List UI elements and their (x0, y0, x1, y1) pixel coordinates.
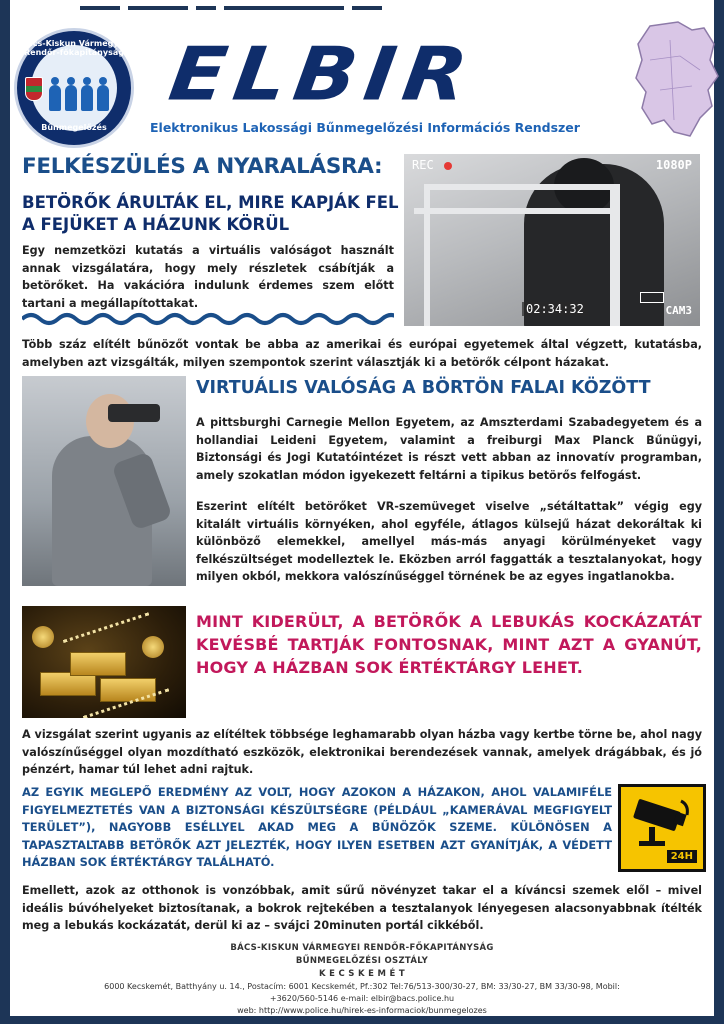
section-2-title: VIRTUÁLIS VALÓSÁG A BÖRTÖN FALAI KÖZÖTT (196, 378, 651, 398)
footer-city: K E C S K E M É T (319, 969, 405, 979)
timecode-label: 02:34:32 (522, 302, 588, 316)
police-logo (14, 28, 134, 148)
paragraph-3: Eszerint elítélt betörőket VR-szemüveget viselve „sétáltattak” végig egy kitalált virtuális környéken, ahol egyféle, átlagos külsejű házat dekoráltak ki különböző elemekkel, amellyel más-más anyagi körülményeket vagy felkészültséget modelleztek le. Eközben arról faggatták a tesztalanyokat, hogy milyen okból, mekkora valószínűséggel törnének be az egyes ingatlanokba. (196, 500, 702, 583)
right-frame-bar (714, 0, 724, 1024)
footer-address: 6000 Kecskemét, Batthyány u. 14., Postacím: 6001 Kecskemét, Pf.:302 Tel:76/513-300/30-27, BM: 33/30-27, BM 33/30-98, Mobil: (104, 982, 620, 991)
brand-wordmark: ELBIR (164, 31, 481, 118)
rec-dot-icon (444, 162, 452, 170)
cctv-warning-sign (618, 784, 706, 872)
resolution-label: 1080P (655, 158, 692, 172)
footer-web-link[interactable]: web: http://www.police.hu/hirek-es-informaciok/bunmegelozes (237, 1006, 487, 1015)
cctv-burglar-photo (404, 154, 700, 326)
article-intro: Egy nemzetközi kutatás a virtuális valóságot használt annak vizsgálatára, hogy mely részletek csábítják a betörőket. Ha vakációra indulunk érdemes szem előtt tartani a megállapítottakat. (22, 244, 394, 310)
logo-bottom-text: Bűnmegelőzés (41, 123, 107, 132)
paragraph-5: Emellett, azok az otthonok is vonzóbbak, amit sűrű növényzet takar el a kíváncsi szemek elől – mivel ideális búvóhelyeket biztosítanak, a bokrok rejtekében a tesztalanyok lényegesen alacsonyabbnak ítélték meg a lebukás kockázatát, derül ki az – svájci 20minuten portál cikkéből. (22, 884, 702, 932)
vr-headset-photo (22, 376, 186, 586)
left-frame-bar (0, 0, 10, 1024)
callout-text: AZ EGYIK MEGLEPŐ EREDMÉNY AZ VOLT, HOGY AZOKON A HÁZAKON, AHOL VALAMIFÉLE FIGYELMEZTETÉS VAN A BIZTONSÁGI KÉSZÜLTSÉGRE (PÉLDÁUL „KAMERÁVAL MEGFIGYELT TERÜLET”), NAGYOBB ESÉLLYEL AKAD MEG A BŰNÖZŐK SZEME. KÜLÖNÖSEN A TAPASZTALTABB BETÖRŐK AZT JELEZTÉK, HOGY ILYEN ESETBEN AZT GYANÍTJÁK, A VÉDETT HÁZBAN SOK ÉRTÉKTÁRGY TALÁLHATÓ. (22, 785, 612, 869)
people-figures-icon (49, 77, 109, 111)
jewelry-photo (22, 606, 186, 718)
county-map-icon (630, 20, 720, 138)
bottom-frame-bar (0, 1016, 724, 1024)
footer-dept: BŰNMEGELŐZÉSI OSZTÁLY (295, 956, 429, 966)
rec-label: REC (412, 158, 434, 172)
battery-icon (640, 292, 664, 303)
highlight-heading: MINT KIDERÜLT, A BETÖRŐK A LEBUKÁS KOCKÁZATÁT KEVÉSBÉ TARTJÁK FONTOSNAK, MINT AZT A GYANÚT, HOGY A HÁZBAN SOK ÉRTÉKTÁRGY LEHET. (196, 612, 702, 677)
paragraph-1: Több száz elítélt bűnözőt vontak be abba az amerikai és európai egyetemek által végzett, kutatásba, amelyben azt vizsgálták, milyen szempontok szerint választják ki a betörők célpont házakat. (22, 338, 702, 369)
hungarian-shield-icon (25, 77, 43, 101)
footer-org: BÁCS-KISKUN VÁRMEGYEI RENDŐR-FŐKAPITÁNYSÁG (230, 943, 494, 953)
header (0, 0, 724, 146)
article-subtitle: BETÖRŐK ÁRULTÁK EL, MIRE KAPJÁK FEL A FEJÜKET A HÁZUNK KÖRÜL (22, 193, 399, 234)
logo-top-text: Bács-Kiskun Vármegyei Rendőr-főkapitányság (21, 39, 127, 57)
sign-24h-label: 24H (667, 850, 697, 863)
brand-subtitle: Elektronikus Lakossági Bűnmegelőzési Információs Rendszer (150, 120, 580, 135)
footer-contact: +3620/560-5146 e-mail: elbir@bacs.police.hu (269, 994, 455, 1003)
wave-divider (22, 310, 394, 328)
paragraph-2: A pittsburghi Carnegie Mellon Egyetem, az Amszterdami Szabadegyetem és a hollandiai Leideni Egyetem, valamint a freiburgi Max Planck Bűnügyi, Biztonsági és Jogi Kutatóintézet is részt vett abban az innovatív programban, amely szokatlan módon igyekezett feltárni a tipikus betörős felfogást. (196, 416, 702, 482)
paragraph-4: A vizsgálat szerint ugyanis az elítéltek többsége leghamarabb olyan házba vagy kertbe törne be, ahol nagy valószínűséggel olyan mozdítható eszközök, elektronikai berendezések vannak, amelyek drágábbak, és jó pénzért, hamar túl lehet adni rajtuk. (22, 728, 702, 776)
article-title: FELKÉSZÜLÉS A NYARALÁSRA: (22, 154, 383, 179)
footer (10, 942, 714, 1017)
camera-label: CAM3 (665, 304, 692, 317)
